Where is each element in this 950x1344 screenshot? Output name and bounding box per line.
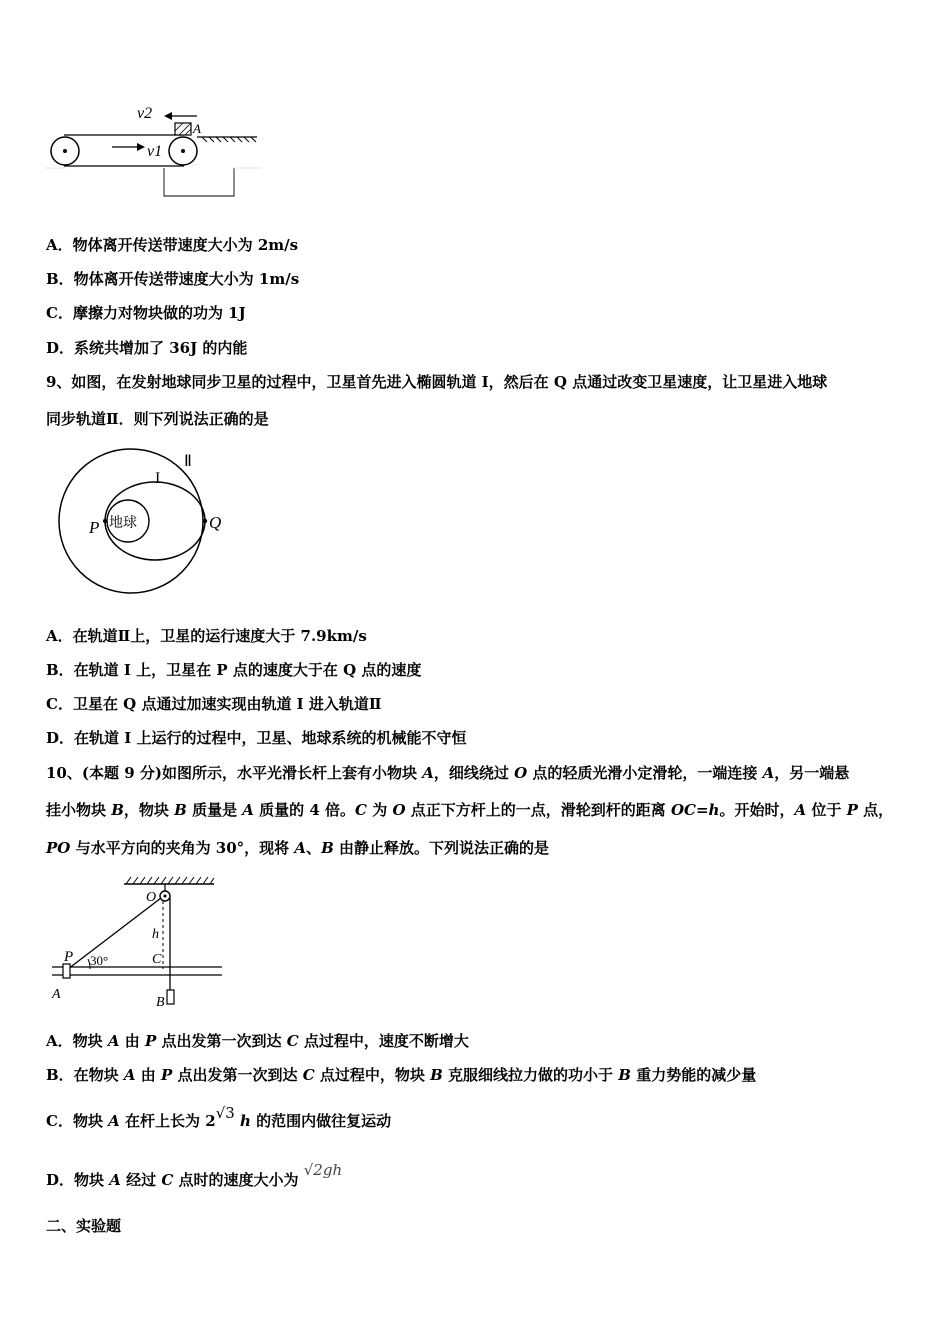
q9-stem-line2: 同步轨道Ⅱ．则下列说法正确的是 bbox=[46, 410, 269, 428]
point-p-label: P bbox=[89, 518, 100, 537]
point-p-label-fig10: P bbox=[64, 949, 74, 965]
v2-label: v2 bbox=[137, 105, 153, 122]
block-a-label: A bbox=[193, 121, 201, 136]
q9-option-c: C．卫星在 Q 点通过加速实现由轨道 I 进入轨道Ⅱ bbox=[46, 695, 382, 713]
q9-option-d: D．在轨道 I 上运行的过程中，卫星、地球系统的机械能不守恒 bbox=[46, 729, 467, 747]
q8-option-c: C．摩擦力对物块做的功为 1J bbox=[46, 304, 246, 322]
conveyor-belt-figure bbox=[44, 96, 264, 198]
orbit-figure bbox=[44, 446, 240, 596]
v1-label: v1 bbox=[147, 143, 163, 160]
point-c-label: C bbox=[152, 952, 162, 967]
pulley-rod-figure bbox=[44, 868, 229, 1013]
q10-option-c: C．物块 A 在杆上长为 2√3 h 的范围内做往复运动 bbox=[46, 1104, 392, 1130]
sqrt3-expression: √3 bbox=[215, 1104, 235, 1122]
sqrt-2gh-expression: √2gh bbox=[303, 1161, 343, 1179]
block-b-label: B bbox=[156, 995, 165, 1010]
q9-option-b: B．在轨道 I 上，卫星在 P 点的速度大于在 Q 点的速度 bbox=[46, 661, 422, 679]
q8-option-a: A．物体离开传送带速度大小为 2m/s bbox=[46, 236, 299, 254]
q10-stem-line1: 10、(本题 9 分)如图所示，水平光滑长杆上套有小物块 A，细线绕过 O 点的轻质光滑小定滑轮，一端连接 A，另一端悬 bbox=[46, 764, 850, 782]
earth-label: 地球 bbox=[109, 515, 137, 531]
section-title: 二、实验题 bbox=[46, 1217, 122, 1235]
block-a-label-fig10: A bbox=[52, 987, 61, 1002]
height-h-label: h bbox=[152, 927, 159, 942]
q8-option-d: D．系统共增加了 36J 的内能 bbox=[46, 339, 248, 357]
orbit-ii-label: Ⅱ bbox=[184, 453, 192, 470]
q10-option-b: B．在物块 A 由 P 点出发第一次到达 C 点过程中，物块 B 克服细线拉力做的功小于 B 重力势能的减少量 bbox=[46, 1066, 757, 1084]
orbit-i-label: I bbox=[155, 470, 161, 487]
q8-option-b: B．物体离开传送带速度大小为 1m/s bbox=[46, 270, 300, 288]
q10-option-d: D．物块 A 经过 C 点时的速度大小为 √2gh bbox=[46, 1161, 343, 1189]
q9-stem-line1: 9、如图，在发射地球同步卫星的过程中，卫星首先进入椭圆轨道 I，然后在 Q 点通过改变卫星速度，让卫星进入地球 bbox=[46, 373, 828, 391]
q10-stem-line3: PO 与水平方向的夹角为 30°，现将 A、B 由静止释放。下列说法正确的是 bbox=[46, 839, 549, 857]
angle-label: 30° bbox=[90, 953, 109, 968]
pulley-o-label: O bbox=[146, 890, 157, 905]
q9-option-a: A．在轨道Ⅱ上，卫星的运行速度大于 7.9km/s bbox=[46, 627, 367, 645]
point-q-label: Q bbox=[209, 513, 222, 532]
q10-stem-line2: 挂小物块 B，物块 B 质量是 A 质量的 4 倍。C 为 O 点正下方杆上的一点，滑轮到杆的距离 OC=h。开始时，A 位于 P 点， bbox=[46, 801, 894, 819]
q10-option-a: A．物块 A 由 P 点出发第一次到达 C 点过程中，速度不断增大 bbox=[46, 1032, 469, 1050]
